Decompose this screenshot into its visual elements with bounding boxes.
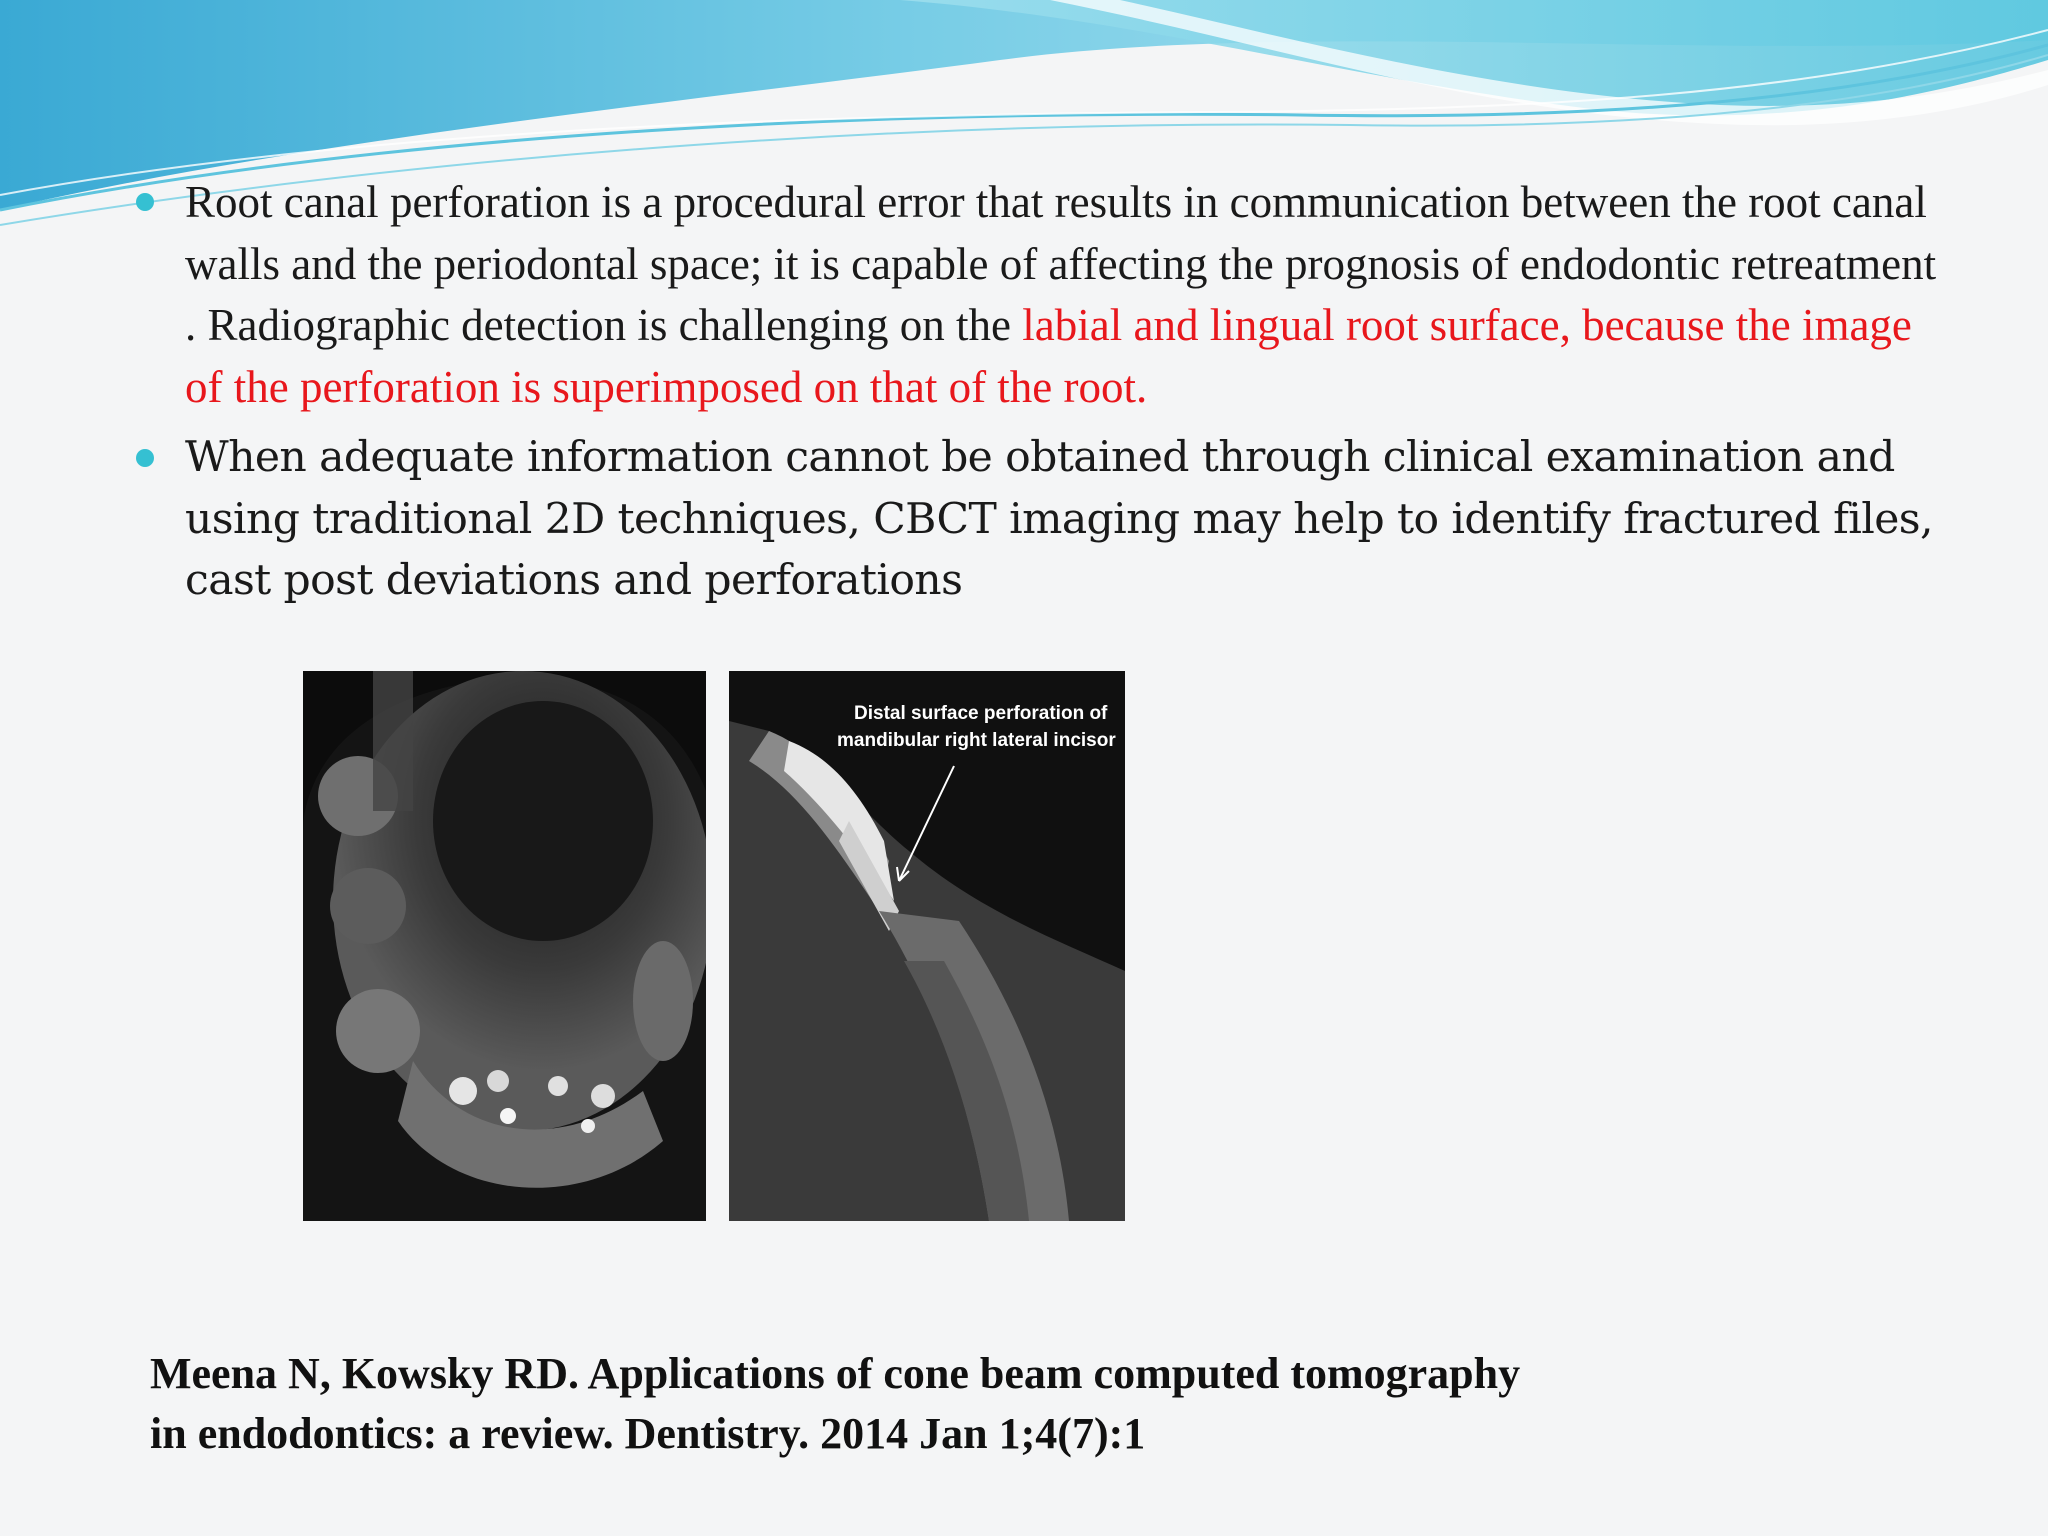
bullet-text: Root canal perforation is a procedural error that results in communication between the root canal walls and the periodontal space; it is capable of affecting the prognosis of endodontic retreatment . Radiographic detection is challenging on the <box>185 177 1937 350</box>
bullet-list <box>136 172 1956 612</box>
bullet-text: When adequate information cannot be obtained through clinical examination and using traditional 2D techniques, CBCT imaging may help to identify fractured files, cast post deviations and perforations <box>185 433 1933 605</box>
citation-reference <box>150 1344 1950 1464</box>
bullet-marker-icon <box>136 193 154 211</box>
annotation-line1: Distal surface perforation of <box>854 703 1108 724</box>
citation-line1: Meena N, Kowsky RD. Applications of cone beam computed tomography <box>150 1349 1521 1398</box>
cbct-sagittal-image <box>729 671 1125 1221</box>
bullet-marker-icon <box>136 449 154 467</box>
cbct-axial-image <box>303 671 706 1221</box>
citation-line2: in endodontics: a review. Dentistry. 2014 Jan 1;4(7):1 <box>150 1409 1146 1458</box>
bullet-highlight-text: labial and lingual root surface, because the image of the perforation is superimposed on that of the root. <box>185 300 1912 412</box>
annotation-line2: mandibular right lateral incisor <box>837 730 1116 751</box>
bullet-item-cbct <box>136 427 1956 612</box>
bullet-item-perforation <box>136 172 1956 418</box>
